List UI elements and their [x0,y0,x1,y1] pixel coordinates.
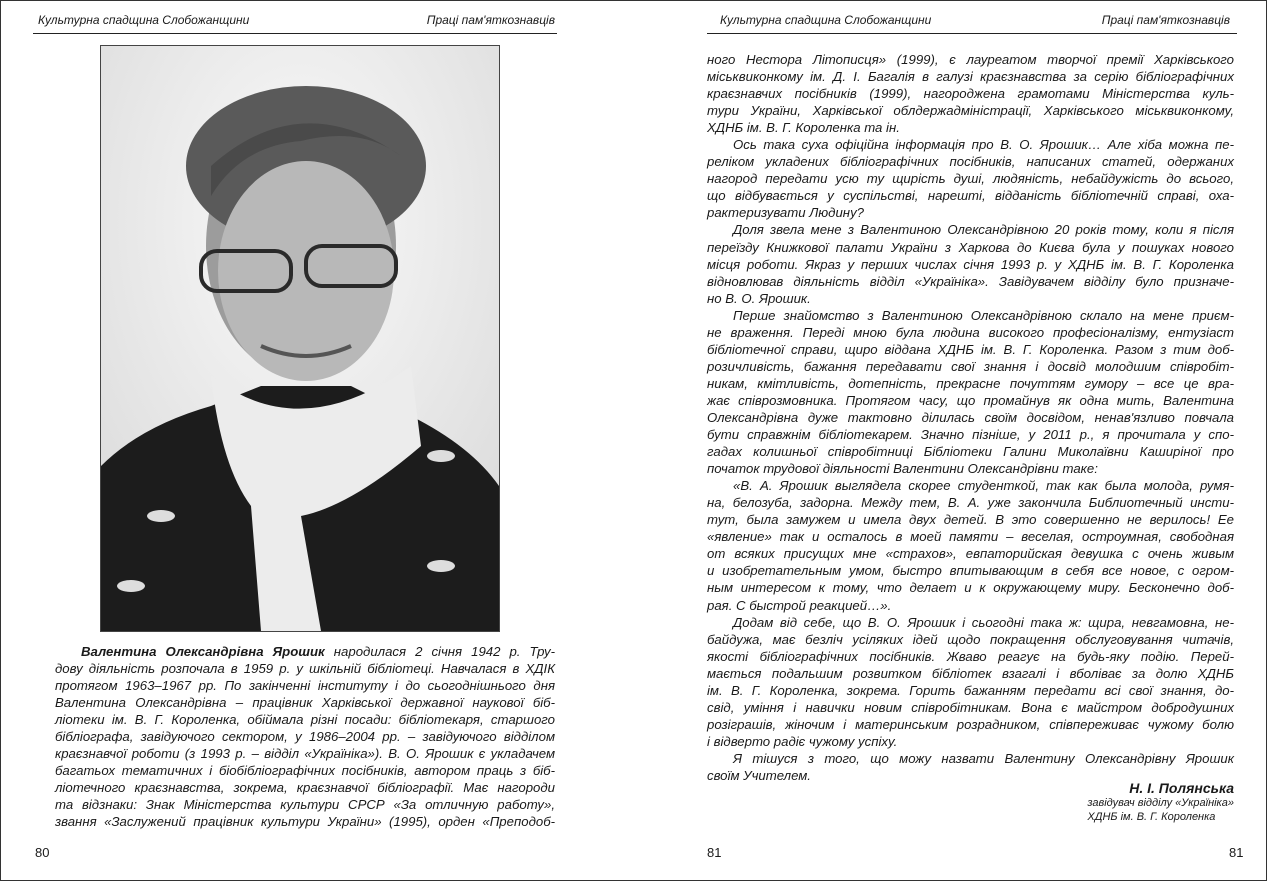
right-header-rule [707,33,1237,34]
text-line: своїм Учителем. [707,767,811,783]
text-line: якості бібліографічних посібників. Жваво реагує на будь-яку подію. Перей- [707,648,1234,664]
text-line: от всяких присущих мне «страхов», евпаторийская девушка с очень живым [707,546,1234,562]
text-line: що відбувається у суспільстві, нарешті, відданість бібліотечній справі, оха- [707,188,1234,204]
left-body-text [55,643,555,831]
text-line: нагород передати усю ту щирість душі, людяність, небайдужість до всього, [707,171,1234,187]
text-line: реліком укладених бібліографічних посібників, написаних статей, одержаних [707,154,1234,170]
text-line: Валентина Олександрівна – працівник Харківської державної наукової біб- [55,695,555,711]
text-line: протягом 1963–1967 рр. По закінченні інституту і до сьогоднішнього дня [55,678,555,694]
text-line: Доля звела мене з Валентиною Олександрівною 20 років тому, коли я після [733,222,1234,238]
signature-block [1087,780,1234,824]
text-line: и изобретательным умом, быстро впитывающим в себя все новое, с огром- [707,563,1234,579]
text-line: розичливість, бажання передавати свої знання і досвід молодшим співробіт- [707,358,1234,374]
text-line-content: народилася 2 січня 1942 р. Тру- [324,644,555,659]
text-line: Додам від себе, що В. О. Ярошик і сьогодні така ж: щира, невгамовна, не- [733,614,1234,630]
text-line: ліотеки ім. В. Г. Короленка, обіймала різні посади: бібліотекаря, старшого [55,712,555,728]
text-line: бути справжнім бібліотекарем. Значно пізніше, у 2011 р., я прочитала у спо- [707,427,1234,443]
right-body-text [707,51,1234,784]
text-line: не враження. Переді мною була людина високого професіоналізму, ентузіаст [707,324,1234,340]
text-line: ліотечного краєзнавства, зокрема, краєзнавчої бібліографії. Має нагороди [55,780,555,796]
text-line: краєзнавчої роботи (з 1993 р. – відділ «Україніка»). В. О. Ярошик є укладачем [55,746,555,762]
text-line: ного Нестора Літописця» (1999), є лауреатом творчої премії Харківського [707,52,1234,67]
right-page-number-right: 81 [1229,845,1244,860]
text-line: ХДНБ ім. В. Г. Короленка та ін. [707,120,900,136]
text-line: тут, была замужем и имела двух детей. В это совершенно не верилось! Ее [707,512,1234,528]
author-role: завідувач відділу «Україніка» [1087,797,1234,809]
text-line: «явление» так и осталось в моей памяти – веселая, остроумная, свободная [707,529,1234,545]
text-line: рая. С быстрой реакцией…». [707,597,892,613]
text-line: багатьох тематичних і біобібліографічних посібників, автором праць з біб- [55,763,555,779]
text-line: никам, кмітливість, дотепність, прекрасне почуттям гумору – все це вра- [707,375,1234,391]
text-line: звання «Заслужений працівник культури України» (1995), орден «Преподоб- [55,814,555,830]
text-line: бібліографа, завідуючого сектором, у 1986–2004 рр. – завідуючого відділом [55,729,555,745]
text-line: відновлював діяльність відділ «Україніка». Завідувачем відділу було призначе- [707,273,1234,289]
text-line: краєзнавчих посібників (1999), нагороджена грамотами Міністерства куль- [707,86,1234,102]
text-line: но В. О. Ярошик. [707,290,811,306]
text-line: мається подальшим розвитком бібліотек взагалі і вболіває за долю ХДНБ [707,665,1234,681]
text-line: дову діяльність розпочала в 1959 р. у шкільній бібліотеці. Навчалася в ХДІК [55,661,555,677]
text-line: тури України, Харківської облдержадміністрації, Харківського міськвиконкому, [707,103,1234,119]
author-institution: ХДНБ ім. В. Г. Короленка [1087,811,1216,823]
bio-name: Валентина Олександрівна Ярошик [81,644,325,659]
left-running-header-title: Культурна спадщина Слобожанщини [38,13,250,27]
text-line: Олександрівна дуже тактовно ділилась своїм досвідом, ненав'язливо повчала [707,409,1234,425]
right-page-number-left: 81 [707,845,722,860]
text-line: Я тішуся з того, що можу назвати Валентину Олександрівну Ярошик [733,750,1234,766]
text-line: гадах колишньої співробітниці Бібліотеки Галини Миколаївни Каширіної про [707,444,1234,460]
text-line [55,643,555,660]
text-line: початок трудової діяльності Валентини Олександрівни таке: [707,461,1098,477]
text-line: жає співрозмовника. Протягом часу, що промайнув як одна мить, Валентина [707,392,1234,408]
text-line: ім. В. Г. Короленка, зокрема. Горить бажанням передати всі свої знання, до- [707,682,1234,698]
portrait-image [101,46,499,631]
text-line: переїзду Книжкової палати України з Харкова до Києва була у пошуках нового [707,239,1234,255]
text-line: Ось така суха офіційна інформація про В. О. Ярошик… Але хіба можна пе- [733,137,1234,153]
text-line: рактеризувати Людину? [707,205,864,221]
text-line: ным интересом к тому, что делает и к окружающему миру. Бесконечно доб- [707,580,1234,596]
text-line: свід, уміння і навички новим співробітникам. Вона є майстром добродушних [707,699,1234,715]
text-line: і відверто радіє чужому успіху. [707,733,898,749]
left-running-header-section: Праці пам'яткознавців [426,13,555,27]
text-line: місця роботи. Якраз у перших числах січня 1993 р. у ХДНБ ім. В. Г. Короленка [707,256,1234,272]
text-line: та відзнаки: Знак Міністерства культури СРСР «За отличную работу», [55,797,555,813]
left-header-rule [33,33,557,34]
text-line: розіграшів, жіночим і материнським розрадником, співпереживає чужому болю [707,716,1234,732]
text-line: Перше знайомство з Валентиною Олександрівною склало на мене приєм- [733,307,1234,323]
text-line: на, белозуба, задорна. Между тем, В. А. уже закончила Библиотечный инсти- [707,495,1234,511]
author-name: Н. І. Полянська [1129,780,1234,796]
text-line: байдужа, має безліч усіляких ідей щодо покращення обслуговування читачів, [707,631,1234,647]
right-running-header-section: Праці пам'яткознавців [1101,13,1230,27]
text-line: «В. А. Ярошик выглядела скорее студенткой, так как была молода, румя- [733,478,1234,494]
portrait-photo [100,45,500,632]
text-line: бібліотечної справи, щиро віддана ХДНБ ім. В. Г. Короленка. Разом з тим доб- [707,341,1234,357]
left-page-number: 80 [35,845,50,860]
right-running-header-title: Культурна спадщина Слобожанщини [720,13,932,27]
text-line: міськвиконкому ім. Д. І. Багалія в галузі краєзнавства за серію бібліографічних [707,69,1234,85]
